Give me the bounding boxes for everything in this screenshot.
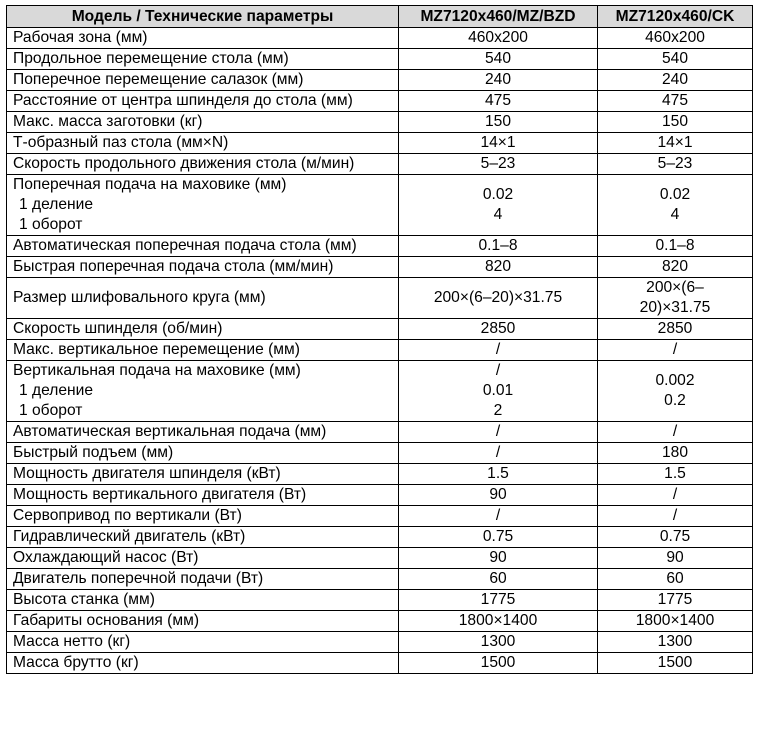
- table-row: [7, 112, 753, 133]
- row-value-model-2: 2850: [598, 319, 753, 340]
- header-row: [7, 6, 753, 28]
- table-row: [7, 361, 753, 422]
- table-row: [7, 319, 753, 340]
- row-label: Рабочая зона (мм): [7, 28, 399, 49]
- row-value-model-1: 1800×1400: [399, 611, 598, 632]
- row-value-model-1: 14×1: [399, 133, 598, 154]
- row-value-model-2: /: [598, 506, 753, 527]
- row-value-model-1: /: [399, 506, 598, 527]
- table-row: [7, 154, 753, 175]
- table-row: [7, 611, 753, 632]
- row-label: Автоматическая вертикальная подача (мм): [7, 422, 399, 443]
- header-param: Модель / Технические параметры: [7, 6, 399, 28]
- row-label: Автоматическая поперечная подача стола (мм): [7, 236, 399, 257]
- value-line: 0.02: [482, 186, 514, 203]
- row-value-model-2: 475: [598, 91, 753, 112]
- table-row: [7, 590, 753, 611]
- row-value-model-1: 475: [399, 91, 598, 112]
- value-line: 4: [493, 206, 503, 223]
- row-value-model-2: 5–23: [598, 154, 753, 175]
- table-row: [7, 569, 753, 590]
- table-row: [7, 464, 753, 485]
- row-value-model-2: [598, 361, 753, 422]
- row-label: Макс. вертикальное перемещение (мм): [7, 340, 399, 361]
- table-row: [7, 28, 753, 49]
- specs-table: [6, 5, 753, 674]
- row-value-model-1: 90: [399, 548, 598, 569]
- row-label: Вертикальная подача на маховике (мм): [13, 362, 301, 379]
- row-label: Т-образный паз стола (мм×N): [7, 133, 399, 154]
- row-value-model-2: 0.75: [598, 527, 753, 548]
- row-value-model-2: 150: [598, 112, 753, 133]
- row-value-model-1: 5–23: [399, 154, 598, 175]
- row-value-model-2: 1300: [598, 632, 753, 653]
- value-line: 0.002: [655, 372, 695, 389]
- table-row: [7, 632, 753, 653]
- row-label: Двигатель поперечной подачи (Вт): [7, 569, 399, 590]
- row-label: Макс. масса заготовки (кг): [7, 112, 399, 133]
- row-label: Расстояние от центра шпинделя до стола (мм): [7, 91, 399, 112]
- row-value-model-2: 0.1–8: [598, 236, 753, 257]
- row-value-model-1: 2850: [399, 319, 598, 340]
- row-value-model-2: 1775: [598, 590, 753, 611]
- row-value-model-1: 0.75: [399, 527, 598, 548]
- value-line: 0.02: [659, 186, 691, 203]
- table-row: [7, 257, 753, 278]
- row-value-model-1: 1.5: [399, 464, 598, 485]
- row-value-model-1: /: [399, 422, 598, 443]
- row-value-model-1: /: [399, 340, 598, 361]
- row-value-model-1: [399, 175, 598, 236]
- row-value-model-2: 60: [598, 569, 753, 590]
- value-line: 20)×31.75: [639, 299, 711, 316]
- row-sublabel: 1 деление: [19, 382, 94, 399]
- row-value-model-1: 200×(6–20)×31.75: [399, 278, 598, 319]
- row-label: Скорость продольного движения стола (м/мин): [7, 154, 399, 175]
- row-value-model-2: 820: [598, 257, 753, 278]
- table-row: [7, 278, 753, 319]
- row-value-model-1: 1775: [399, 590, 598, 611]
- row-value-model-2: 460x200: [598, 28, 753, 49]
- row-label: Мощность вертикального двигателя (Вт): [7, 485, 399, 506]
- value-line: 4: [670, 206, 680, 223]
- row-value-model-1: 1500: [399, 653, 598, 674]
- row-value-model-2: 1500: [598, 653, 753, 674]
- table-row: [7, 236, 753, 257]
- table-row: [7, 653, 753, 674]
- header-model-1: MZ7120x460/MZ/BZD: [399, 6, 598, 28]
- table-row: [7, 175, 753, 236]
- row-label: Поперечная подача на маховике (мм): [13, 176, 287, 193]
- row-label: Мощность двигателя шпинделя (кВт): [7, 464, 399, 485]
- row-sublabel: 1 оборот: [19, 402, 83, 419]
- table-row: [7, 70, 753, 91]
- table-row: [7, 548, 753, 569]
- row-value-model-1: /: [399, 443, 598, 464]
- table-row: [7, 527, 753, 548]
- table-row: [7, 422, 753, 443]
- value-line: 0.2: [664, 392, 686, 409]
- row-value-model-2: 14×1: [598, 133, 753, 154]
- row-label: Сервопривод по вертикали (Вт): [7, 506, 399, 527]
- table-row: [7, 443, 753, 464]
- header-model-2: MZ7120x460/CK: [598, 6, 753, 28]
- table-row: [7, 91, 753, 112]
- value-line: /: [495, 362, 501, 379]
- row-sublabel: 1 деление: [19, 196, 94, 213]
- row-value-model-1: 150: [399, 112, 598, 133]
- table-row: [7, 485, 753, 506]
- row-value-model-1: 540: [399, 49, 598, 70]
- row-value-model-1: 0.1–8: [399, 236, 598, 257]
- row-value-model-1: 1300: [399, 632, 598, 653]
- table-row: [7, 340, 753, 361]
- row-value-model-1: 460x200: [399, 28, 598, 49]
- value-line: 2: [493, 402, 503, 419]
- row-value-model-1: [399, 361, 598, 422]
- row-label: Быстрая поперечная подача стола (мм/мин): [7, 257, 399, 278]
- value-line: 200×(6–: [646, 279, 704, 296]
- row-label: Масса нетто (кг): [7, 632, 399, 653]
- row-label: Скорость шпинделя (об/мин): [7, 319, 399, 340]
- table-row: [7, 49, 753, 70]
- row-value-model-2: 540: [598, 49, 753, 70]
- row-label: Габариты основания (мм): [7, 611, 399, 632]
- value-line: 0.01: [482, 382, 514, 399]
- row-value-model-2: 240: [598, 70, 753, 91]
- row-value-model-2: 180: [598, 443, 753, 464]
- row-value-model-2: /: [598, 422, 753, 443]
- row-label-multi: [7, 361, 399, 422]
- row-label: Гидравлический двигатель (кВт): [7, 527, 399, 548]
- row-value-model-2: 90: [598, 548, 753, 569]
- row-value-model-1: 820: [399, 257, 598, 278]
- row-label: Поперечное перемещение салазок (мм): [7, 70, 399, 91]
- row-sublabel: 1 оборот: [19, 216, 83, 233]
- row-value-model-2: [598, 278, 753, 319]
- row-label: Быстрый подъем (мм): [7, 443, 399, 464]
- row-label: Высота станка (мм): [7, 590, 399, 611]
- row-label: Размер шлифовального круга (мм): [7, 278, 399, 319]
- row-value-model-2: 1800×1400: [598, 611, 753, 632]
- row-value-model-2: [598, 175, 753, 236]
- row-value-model-1: 60: [399, 569, 598, 590]
- row-value-model-1: 240: [399, 70, 598, 91]
- row-value-model-1: 90: [399, 485, 598, 506]
- row-value-model-2: 1.5: [598, 464, 753, 485]
- row-value-model-2: /: [598, 340, 753, 361]
- table-row: [7, 133, 753, 154]
- row-label-multi: [7, 175, 399, 236]
- table-row: [7, 506, 753, 527]
- row-label: Масса брутто (кг): [7, 653, 399, 674]
- row-label: Охлаждающий насос (Вт): [7, 548, 399, 569]
- row-label: Продольное перемещение стола (мм): [7, 49, 399, 70]
- row-value-model-2: /: [598, 485, 753, 506]
